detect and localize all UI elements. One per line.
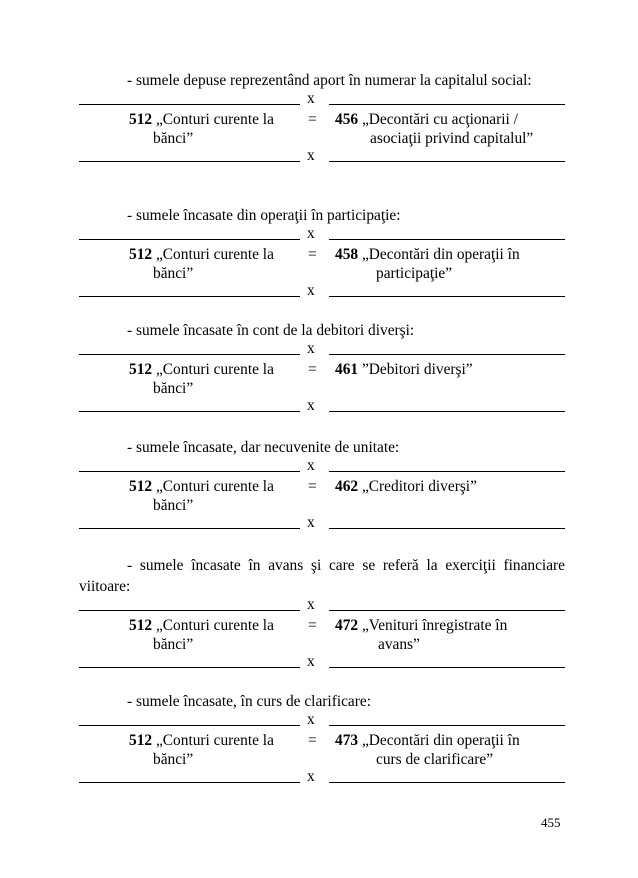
entry-intro: - sumele încasate din operaţii în participaţie: (127, 207, 401, 224)
journal-rule-top (79, 712, 565, 731)
debit-account: 512 (129, 246, 153, 263)
credit-side (335, 616, 507, 635)
rule-mark: x (307, 457, 315, 474)
credit-account-name: „Decontări din operaţii în (361, 246, 520, 263)
rule-line-left (79, 239, 300, 240)
rule-line-right (329, 725, 565, 726)
debit-account-name: „Conturi curente la (155, 478, 274, 495)
debit-account-name: „Conturi curente la (155, 617, 274, 634)
entry-section (79, 70, 565, 167)
journal-entry (79, 616, 565, 654)
journal-rule-bottom (79, 654, 565, 673)
debit-account-name: „Conturi curente la (155, 361, 274, 378)
debit-account-name-cont: bănci” (153, 497, 194, 514)
credit-account-name: ”Debitori diverşi” (361, 361, 473, 378)
rule-line-right (329, 104, 565, 105)
credit-side (335, 477, 477, 496)
rule-mark: x (307, 711, 315, 728)
rule-line-left (79, 667, 300, 668)
entry-section (79, 320, 565, 417)
debit-account-name: „Conturi curente la (155, 246, 274, 263)
debit-account: 512 (129, 617, 153, 634)
page-number: 455 (541, 815, 561, 830)
rule-mark: x (307, 225, 315, 242)
equals-sign: = (308, 361, 317, 378)
rule-mark: x (307, 653, 315, 670)
debit-side (129, 360, 274, 379)
credit-account-name-cont: avans” (378, 636, 420, 653)
rule-mark: x (307, 596, 315, 613)
credit-side (335, 360, 473, 379)
debit-account: 512 (129, 361, 153, 378)
journal-rule-bottom (79, 769, 565, 788)
debit-account-name-cont: bănci” (153, 751, 194, 768)
debit-account-name: „Conturi curente la (155, 111, 274, 128)
debit-account-name: „Conturi curente la (155, 732, 274, 749)
journal-rule-bottom (79, 148, 565, 167)
credit-account-name: „Decontări cu acţionarii / (361, 111, 518, 128)
rule-mark: x (307, 768, 315, 785)
rule-line-left (79, 411, 300, 412)
rule-line-left (79, 610, 300, 611)
entry-section (79, 205, 565, 302)
entry-intro: - sumele depuse reprezentând aport în numerar la capitalul social: (127, 72, 532, 89)
journal-rule-top (79, 341, 565, 360)
rule-line-right (329, 471, 565, 472)
debit-side (129, 245, 274, 264)
credit-account-name-cont: curs de clarificare” (376, 751, 494, 768)
journal-rule-bottom (79, 398, 565, 417)
credit-account: 461 (335, 361, 359, 378)
document-page (79, 0, 565, 878)
rule-line-right (329, 782, 565, 783)
journal-entry (79, 245, 565, 283)
entry-section (79, 691, 565, 788)
rule-line-left (79, 471, 300, 472)
credit-account-name: „Creditori diverşi” (361, 478, 477, 495)
debit-account-name-cont: bănci” (153, 130, 194, 147)
rule-mark: x (307, 340, 315, 357)
rule-line-left (79, 725, 300, 726)
debit-side (129, 110, 274, 129)
debit-account: 512 (129, 111, 153, 128)
credit-side (335, 731, 520, 750)
debit-account: 512 (129, 732, 153, 749)
rule-line-right (329, 354, 565, 355)
rule-line-left (79, 104, 300, 105)
equals-sign: = (308, 111, 317, 128)
debit-account-name-cont: bănci” (153, 636, 194, 653)
debit-side (129, 616, 274, 635)
equals-sign: = (308, 246, 317, 263)
credit-account: 456 (335, 111, 359, 128)
debit-side (129, 477, 274, 496)
equals-sign: = (308, 617, 317, 634)
journal-entry (79, 110, 565, 148)
debit-side (129, 731, 274, 750)
entry-section (79, 437, 565, 534)
debit-account-name-cont: bănci” (153, 265, 194, 282)
equals-sign: = (308, 732, 317, 749)
journal-entry (79, 731, 565, 769)
journal-rule-top (79, 91, 565, 110)
rule-mark: x (307, 514, 315, 531)
rule-line-left (79, 161, 300, 162)
rule-mark: x (307, 90, 315, 107)
credit-side (335, 110, 518, 129)
journal-rule-bottom (79, 283, 565, 302)
rule-line-right (329, 667, 565, 668)
rule-line-left (79, 354, 300, 355)
rule-mark: x (307, 282, 315, 299)
credit-side (335, 245, 520, 264)
credit-account-name-cont: participaţie” (376, 265, 453, 282)
entry-intro: - sumele încasate în avans şi care se referă la exerciţii financiare viitoare: (79, 557, 565, 595)
credit-account: 472 (335, 617, 359, 634)
credit-account-name: „Decontări din operaţii în (361, 732, 520, 749)
entry-intro: - sumele încasate în cont de la debitori diverşi: (127, 322, 415, 339)
debit-account: 512 (129, 478, 153, 495)
journal-rule-bottom (79, 515, 565, 534)
rule-line-right (329, 296, 565, 297)
rule-line-right (329, 528, 565, 529)
entry-intro: - sumele încasate, dar necuvenite de unitate: (127, 439, 400, 456)
rule-line-left (79, 296, 300, 297)
rule-line-left (79, 528, 300, 529)
journal-rule-top (79, 597, 565, 616)
credit-account: 473 (335, 732, 359, 749)
rule-line-left (79, 782, 300, 783)
debit-account-name-cont: bănci” (153, 380, 194, 397)
rule-line-right (329, 610, 565, 611)
entry-section (79, 555, 565, 673)
journal-rule-top (79, 458, 565, 477)
equals-sign: = (308, 478, 317, 495)
rule-mark: x (307, 147, 315, 164)
rule-mark: x (307, 397, 315, 414)
credit-account: 462 (335, 478, 359, 495)
rule-line-right (329, 411, 565, 412)
journal-entry (79, 360, 565, 398)
credit-account-name-cont: asociaţii privind capitalul” (370, 130, 534, 147)
rule-line-right (329, 239, 565, 240)
rule-line-right (329, 161, 565, 162)
journal-rule-top (79, 226, 565, 245)
credit-account-name: „Venituri înregistrate în (361, 617, 508, 634)
journal-entry (79, 477, 565, 515)
entry-intro: - sumele încasate, în curs de clarificare: (127, 693, 371, 710)
credit-account: 458 (335, 246, 359, 263)
